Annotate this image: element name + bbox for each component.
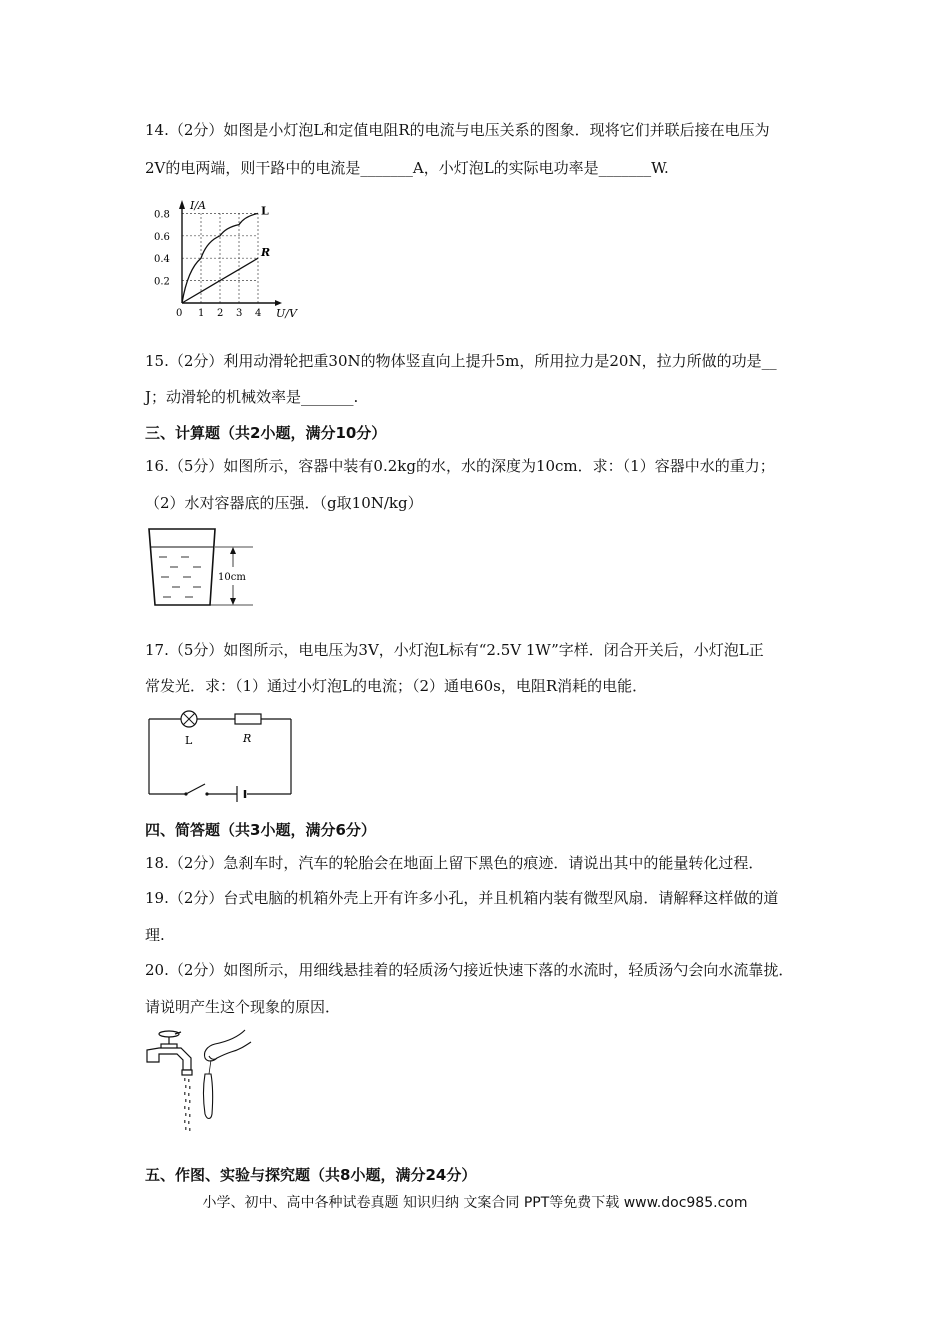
x-tick-label: 3	[236, 308, 243, 319]
curve-L-label: L	[261, 204, 269, 218]
lamp-symbol	[181, 711, 197, 727]
q17-line2: 常发光．求：（1）通过小灯泡L的电流；（2）通电60s，电阻R消耗的电能．	[145, 677, 648, 695]
section5-heading: 五、作图、实验与探究题（共8小题，满分24分）	[145, 1166, 477, 1184]
x-tick-label: 2	[217, 308, 224, 319]
q16-line2: （2）水对容器底的压强．（g取10N/kg）	[145, 494, 423, 512]
x-axis-arrow	[275, 300, 282, 306]
water-hatching	[159, 557, 201, 597]
x-ticks	[198, 308, 261, 319]
q19-line1: 19.（2分）台式电脑的机箱外壳上开有许多小孔，并且机箱内装有微型风扇．请解释这样做的道	[145, 889, 779, 907]
q17-line1: 17.（5分）如图所示，电电压为3V，小灯泡L标有“2.5V 1W”字样．闭合开关后，小灯泡L正	[145, 641, 764, 659]
page-footer: 小学、初中、高中各种试卷真题 知识归纳 文案合同 PPT等免费下载 www.doc985.com	[202, 1195, 748, 1211]
container-figure	[145, 527, 260, 609]
q15-line1: 15.（2分）利用动滑轮把重30N的物体竖直向上提升5m，所用拉力是20N，拉力所做的功是__	[145, 352, 777, 370]
resistor-label: R	[243, 732, 252, 745]
hand-icon	[204, 1030, 251, 1061]
y-ticks	[154, 209, 170, 287]
origin-label: 0	[176, 308, 183, 319]
switch-symbol	[184, 784, 208, 796]
q16-line1: 16.（5分）如图所示，容器中装有0.2kg的水，水的深度为10cm．求：（1）容器中水的重力；	[145, 457, 775, 475]
iv-graph	[150, 195, 297, 320]
section4-heading: 四、简答题（共3小题，满分6分）	[145, 821, 376, 839]
lamp-label: L	[185, 734, 193, 747]
y-axis-arrow	[179, 200, 185, 209]
container-outline	[149, 529, 215, 605]
y-tick-label: 0.2	[154, 276, 170, 288]
x-tick-label: 4	[255, 308, 262, 319]
depth-label: 10cm	[218, 572, 246, 583]
section3-heading: 三、计算题（共2小题，满分10分）	[145, 424, 387, 442]
y-tick-label: 0.6	[154, 231, 170, 243]
faucet-icon	[147, 1031, 192, 1075]
x-axis-label: U/V	[276, 307, 297, 320]
water-stream	[184, 1078, 191, 1131]
q19-line2: 理.	[145, 926, 165, 944]
x-tick-label: 1	[198, 308, 205, 319]
graph-grid	[182, 213, 258, 303]
q14-line1: 14.（2分）如图是小灯泡L和定值电阻R的电流与电压关系的图象．现将它们并联后接在电压为	[145, 121, 770, 139]
circuit-figure	[145, 708, 295, 804]
faucet-spoon-figure	[145, 1030, 255, 1138]
q15-line2: J；动滑轮的机械效率是_______.	[145, 388, 359, 406]
y-tick-label: 0.8	[154, 209, 170, 221]
q20-line2: 请说明产生这个现象的原因．	[145, 998, 341, 1016]
spoon-icon	[204, 1074, 213, 1119]
curve-R-label: R	[261, 246, 271, 260]
q14-line2: 2V的电两端，则干路中的电流是_______A，小灯泡L的实际电功率是_______W.	[145, 159, 669, 177]
resistor-symbol	[235, 714, 261, 724]
q20-line1: 20.（2分）如图所示，用细线悬挂着的轻质汤勺接近快速下落的水流时，轻质汤勺会向水流靠拢．	[145, 961, 794, 979]
y-tick-label: 0.4	[154, 254, 170, 266]
battery-symbol	[237, 786, 245, 802]
y-axis-label: I/A	[190, 199, 206, 212]
string-line	[209, 1060, 211, 1074]
q18-line1: 18.（2分）急刹车时，汽车的轮胎会在地面上留下黑色的痕迹．请说出其中的能量转化过程．	[145, 854, 764, 872]
